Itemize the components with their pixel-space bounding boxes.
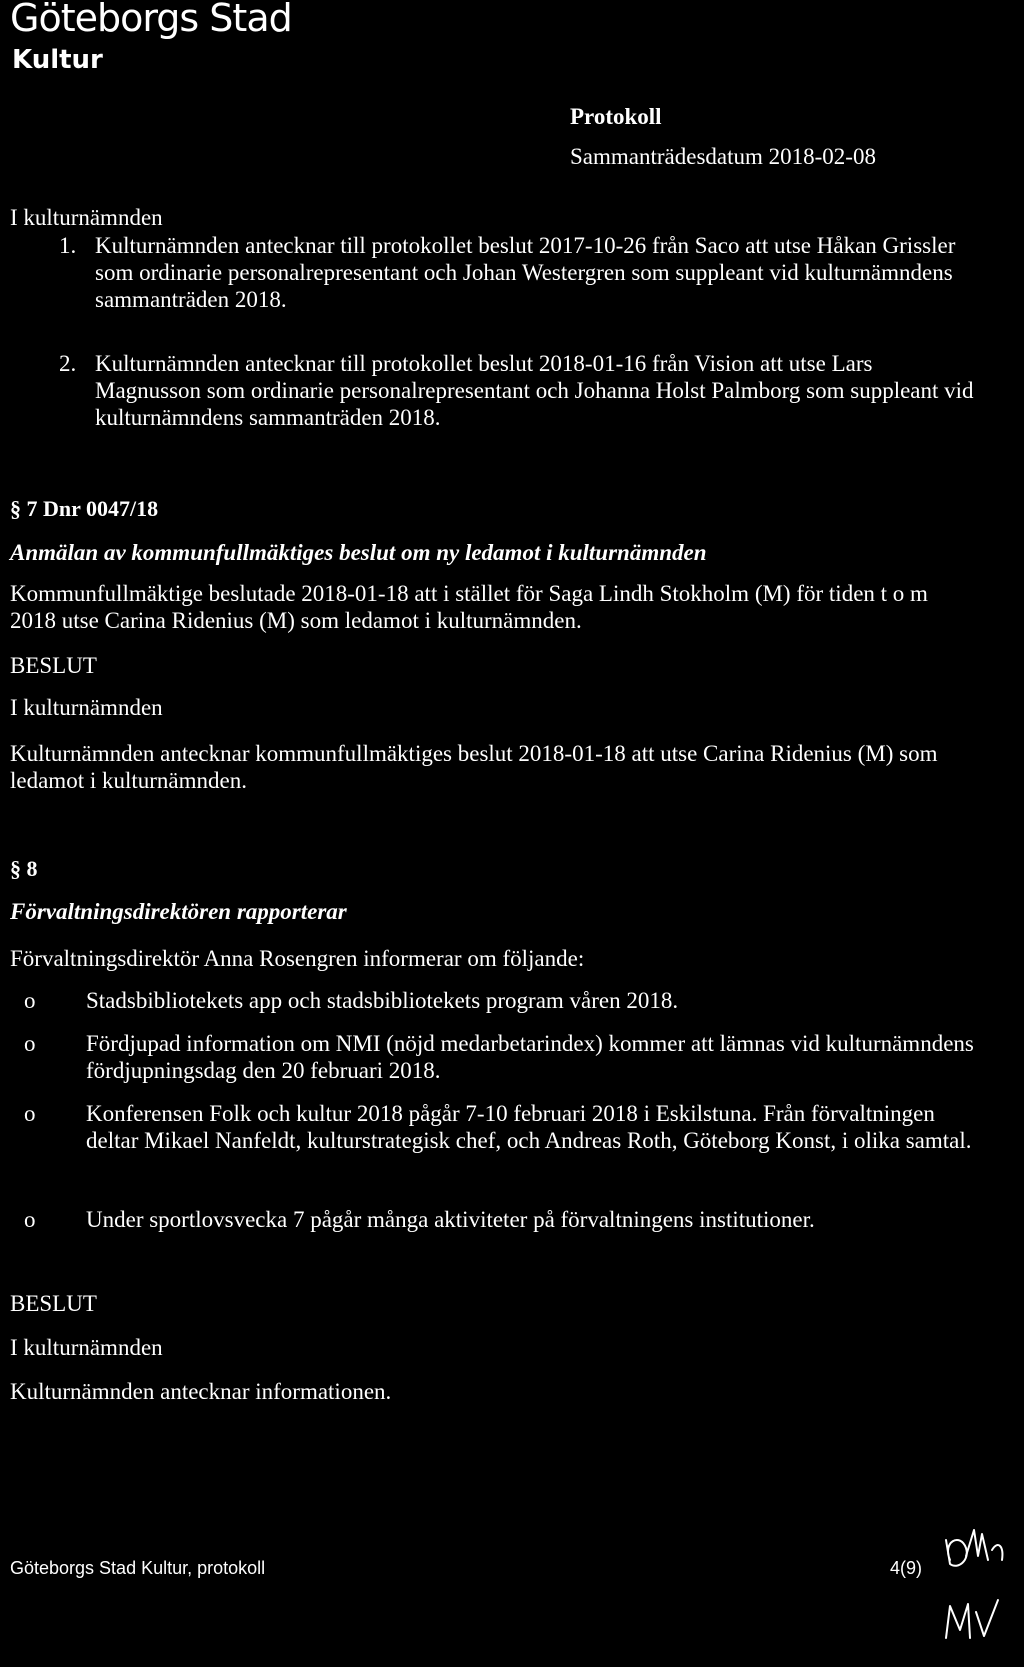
section-7-committee-line: I kulturnämnden <box>10 695 163 720</box>
document-type: Protokoll <box>570 104 662 129</box>
item-text: Kulturnämnden antecknar till protokollet beslut 2018-01-16 från Vision att utse Lars Magnusson som ordinarie personalrepresentant och Johanna Holst Palmborg som suppleant vid kulturnämndens sammanträden 2018. <box>95 351 974 430</box>
item-number: 1. <box>59 233 77 258</box>
page-number: 4(9) <box>890 1558 923 1578</box>
bullet-marker: o <box>24 1207 36 1232</box>
section-7-body: Kommunfullmäktige beslutade 2018-01-18 att i stället för Saga Lindh Stokholm (M) för tiden t o m 2018 utse Carina Ridenius (M) som ledamot i kulturnämnden. <box>10 581 928 633</box>
item-number: 2. <box>59 351 77 376</box>
list-item <box>24 1030 974 1084</box>
section-8-title: Förvaltningsdirektören rapporterar <box>10 899 347 924</box>
list-item <box>24 987 974 1014</box>
handwritten-initials-signature <box>880 1520 1020 1660</box>
intro-committee-line: I kulturnämnden <box>10 205 163 230</box>
footer-document-label: Göteborgs Stad Kultur, protokoll <box>10 1558 266 1578</box>
section-8-heading: § 8 <box>10 856 38 881</box>
section-7-heading: § 7 Dnr 0047/18 <box>10 496 159 521</box>
bullet-text: Stadsbibliotekets app och stadsbibliotekets program våren 2018. <box>86 988 679 1013</box>
list-item <box>59 232 979 313</box>
meeting-date: Sammanträdesdatum 2018-02-08 <box>570 144 876 169</box>
section-8-beslut-label: BESLUT <box>10 1291 97 1316</box>
organization-name: Göteborgs Stad <box>10 0 292 40</box>
section-7-beslut-label: BESLUT <box>10 653 97 678</box>
list-item <box>24 1100 974 1154</box>
list-item <box>59 350 979 431</box>
bullet-text: Fördjupad information om NMI (nöjd medarbetarindex) kommer att lämnas vid kulturnämndens fördjupningsdag den 20 februari 2018. <box>86 1031 974 1083</box>
bullet-marker: o <box>24 988 36 1013</box>
bullet-text: Under sportlovsvecka 7 pågår många aktiviteter på förvaltningens institutioner. <box>86 1207 815 1232</box>
department-name: Kultur <box>12 45 103 75</box>
bullet-marker: o <box>24 1031 36 1056</box>
section-7-decision: Kulturnämnden antecknar kommunfullmäktiges beslut 2018-01-18 att utse Carina Ridenius (M) som ledamot i kulturnämnden. <box>10 741 938 793</box>
bullet-marker: o <box>24 1101 36 1126</box>
section-8-decision: Kulturnämnden antecknar informationen. <box>10 1379 392 1404</box>
section-8-committee-line: I kulturnämnden <box>10 1335 163 1360</box>
section-8-intro: Förvaltningsdirektör Anna Rosengren informerar om följande: <box>10 946 585 971</box>
section-7-title: Anmälan av kommunfullmäktiges beslut om ny ledamot i kulturnämnden <box>10 540 707 565</box>
list-item <box>24 1206 974 1233</box>
bullet-text: Konferensen Folk och kultur 2018 pågår 7-10 februari 2018 i Eskilstuna. Från förvaltningen deltar Mikael Nanfeldt, kulturstrategisk chef, och Andreas Roth, Göteborg Konst, i olika samtal. <box>86 1101 972 1153</box>
item-text: Kulturnämnden antecknar till protokollet beslut 2017-10-26 från Saco att utse Håkan Grissler som ordinarie personalrepresentant och Johan Westergren som suppleant vid kulturnämndens sammanträden 2018. <box>95 233 956 312</box>
